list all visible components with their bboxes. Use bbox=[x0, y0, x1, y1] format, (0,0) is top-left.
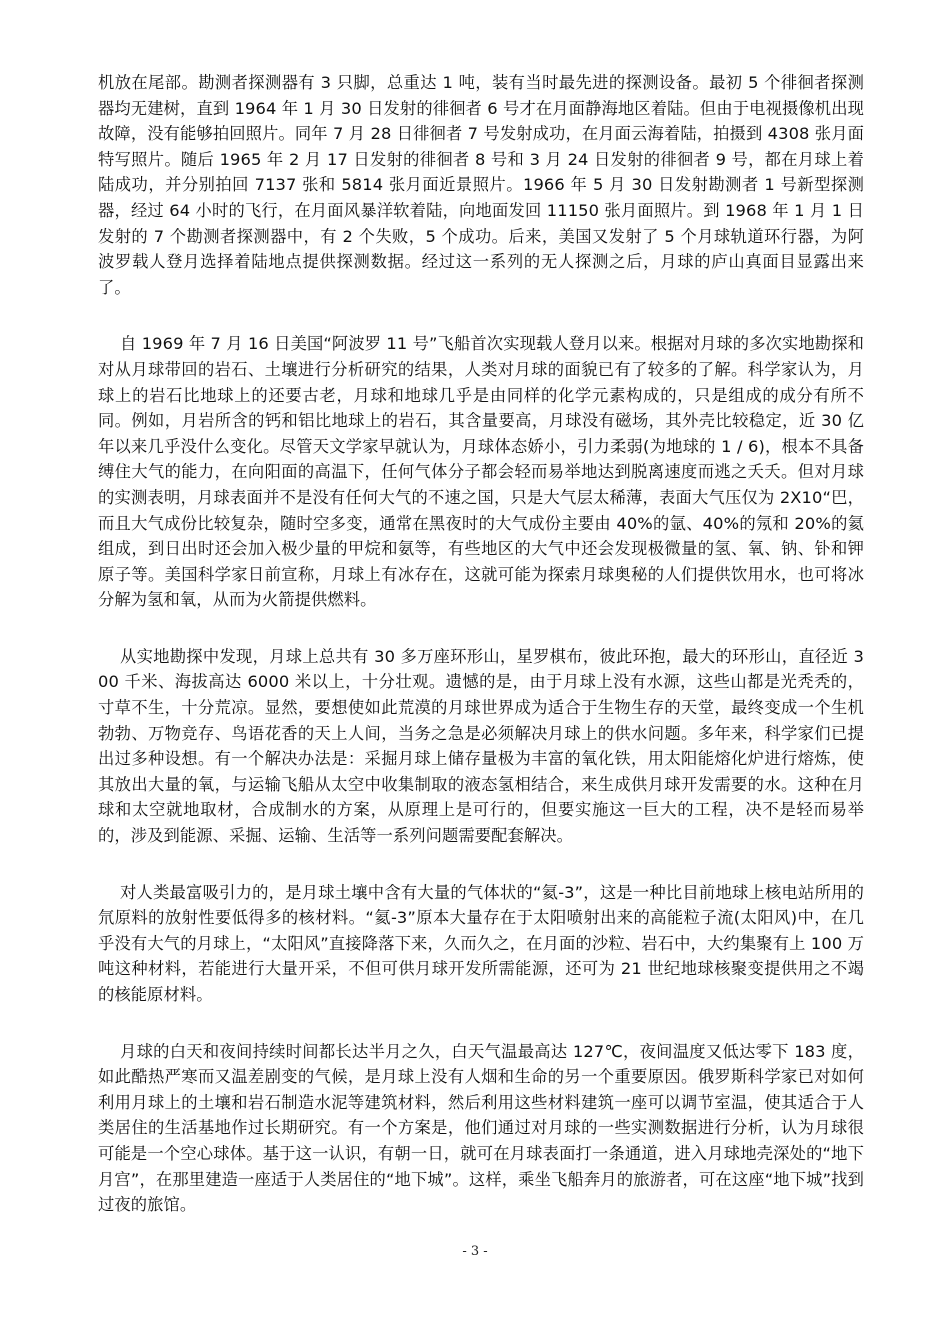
paragraph-3: 从实地勘探中发现，月球上总共有 30 多万座环形山，星罗棋布，彼此环抱，最大的环形山，直径近 300 千米、海拔高达 6000 米以上，十分壮观。遗憾的是，由于月球上没有水源，这些山都是光秃秃的，寸草不生，十分荒凉。显然，要想使如此荒漠的月球世界成为适合于生物生存的天堂，最终变成一个生机勃勃、万物竞存、鸟语花香的天上人间，当务之急是必须解决月球上的供水问题。多年来，科学家们已提出过多种设想。有一个解决办法是：采掘月球上储存量极为丰富的氧化铁，用太阳能熔化炉进行熔炼，使其放出大量的氧，与运输飞船从太空中收集制取的液态氢相结合，来生成供月球开发需要的水。这种在月球和太空就地取材，合成制水的方案，从原理上是可行的，但要实施这一巨大的工程，决不是轻而易举的，涉及到能源、采掘、运输、生活等一系列问题需要配套解决。 bbox=[98, 646, 864, 846]
paragraph-2: 自 1969 年 7 月 16 日美国“阿波罗 11 号”飞船首次实现载人登月以来。根据对月球的多次实地勘探和对从月球带回的岩石、土壤进行分析研究的结果，人类对月球的面貌已有了较多的了解。科学家认为，月球上的岩石比地球上的还要古老，月球和地球几乎是由同样的化学元素构成的，只是组成的成分有所不同。例如，月岩所含的钙和铝比地球上的岩石，其含量要高，月球没有磁场，其外壳比较稳定，近 30 亿年以来几乎没什么变化。尽管天文学家早就认为，月球体态娇小，引力柔弱(为地球的 1 / 6)，根本不具备缚住大气的能力，在向阳面的高温下，任何气体分子都会轻而易举地达到脱离速度而逃之夭夭。但对月球的实测表明，月球表面并不是没有任何大气的不速之国，只是大气层太稀薄，表面大气压仅为 2X10“巴，而且大气成份比较复杂，随时空多变，通常在黑夜时的大气成份主要由 40%的氩、40%的氖和 20%的氦组成，到日出时还会加入极少量的甲烷和氨等，有些地区的大气中还会发现极微量的氢、氧、钠、钋和钾原子等。美国科学家日前宣称，月球上有冰存在，这就可能为探索月球奥秘的人们提供饮用水，也可将冰分解为氢和氧，从而为火箭提供燃料。 bbox=[98, 334, 864, 610]
page-number: - 3 - bbox=[462, 1244, 488, 1259]
document-body bbox=[98, 70, 864, 1218]
paragraph-5: 月球的白天和夜间持续时间都长达半月之久，白天气温最高达 127℃，夜间温度又低达零下 183 度，如此酷热严寒而又温差剧变的气候，是月球上没有人烟和生命的另一个重要原因。俄罗斯科学家已对如何利用月球上的土壤和岩石制造水泥等建筑材料，然后利用这些材料建筑一座可以调节室温，使其适合于人类居住的生活基地作过长期研究。有一个方案是，他们通过对月球的一些实测数据进行分析，认为月球很可能是一个空心球体。基于这一认识，有朝一日，就可在月球表面打一条通道，进入月球地壳深处的“地下月宫”，在那里建造一座适于人类居住的“地下城”。这样，乘坐飞船奔月的旅游者，可在这座“地下城”找到过夜的旅馆。 bbox=[98, 1041, 864, 1215]
paragraph-1: 机放在尾部。勘测者探测器有 3 只脚，总重达 1 吨，装有当时最先进的探测设备。最初 5 个徘徊者探测器均无建树，直到 1964 年 1 月 30 日发射的徘徊者 6 号才在月面静海地区着陆。但由于电视摄像机出现故障，没有能够拍回照片。同年 7 月 28 日徘徊者 7 号发射成功，在月面云海着陆，拍摄到 4308 张月面特写照片。随后 1965 年 2 月 17 日发射的徘徊者 8 号和 3 月 24 日发射的徘徊者 9 号，都在月球上着陆成功，并分别拍回 7137 张和 5814 张月面近景照片。1966 年 5 月 30 日发射勘测者 1 号新型探测器，经过 64 小时的飞行，在月面风暴洋软着陆，向地面发回 11150 张月面照片。到 1968 年 1 月 1 日发射的 7 个勘测者探测器中，有 2 个失败，5 个成功。后来，美国又发射了 5 个月球轨道环行器，为阿波罗载人登月选择着陆地点提供探测数据。经过这一系列的无人探测之后，月球的庐山真面目显露出来了。 bbox=[98, 73, 864, 297]
paragraph-4: 对人类最富吸引力的，是月球土壤中含有大量的气体状的“氦-3”，这是一种比目前地球上核电站所用的氘原料的放射性要低得多的核材料。“氦-3”原本大量存在于太阳喷射出来的高能粒子流(太阳风)中，在几乎没有大气的月球上，“太阳风”直接降落下来，久而久之，在月面的沙粒、岩石中，大约集聚有上 100 万吨这种材料，若能进行大量开采，不但可供月球开发所需能源，还可为 21 世纪地球核聚变提供用之不竭的核能原材料。 bbox=[98, 882, 864, 1004]
